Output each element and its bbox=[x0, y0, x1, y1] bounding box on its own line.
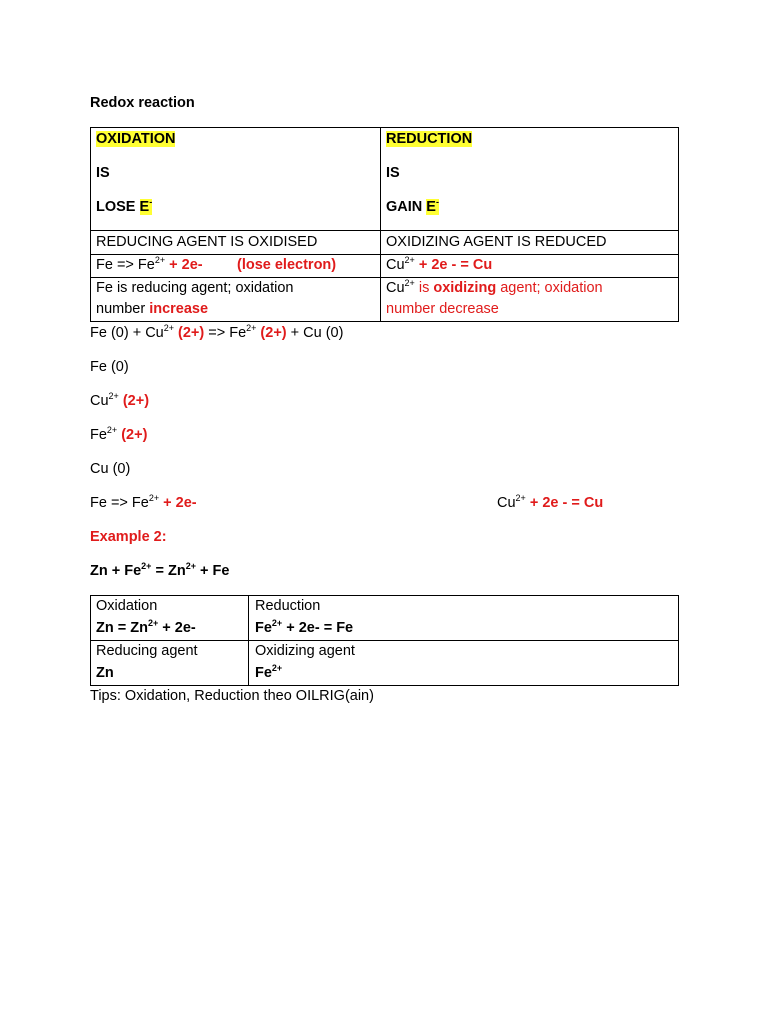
fe-zero-line: Fe (0) bbox=[90, 359, 129, 375]
oxidizing-agent-reduced: OXIDIZING AGENT IS REDUCED bbox=[386, 234, 607, 250]
example-2-heading: Example 2: bbox=[90, 529, 167, 545]
cu-half-reaction: $Cu^{2+} + 2e$ - = Cu bbox=[497, 493, 604, 511]
t2-oxidation-title: Oxidation bbox=[96, 598, 158, 614]
cu-oxidizing-agent-line2: number decrease bbox=[386, 301, 499, 317]
t2-oxidizing-agent-title: Oxidizing agent bbox=[255, 643, 355, 659]
cu-zero-line: Cu (0) bbox=[90, 461, 131, 477]
fe-2plus-line: $Fe^{2+}$ (2+) bbox=[90, 425, 148, 443]
fe-reducing-agent-line1: Fe is reducing agent; oxidation bbox=[96, 280, 294, 296]
fe-reducing-agent-line2: number increase bbox=[96, 301, 209, 317]
redox-table-rule bbox=[90, 277, 679, 278]
fe-oxidation-half: $Fe => Fe^{2+} + 2e-$ bbox=[96, 255, 203, 273]
example-2-table-rule bbox=[90, 640, 679, 641]
redox-table-rule bbox=[90, 230, 679, 231]
oxidation-is: IS bbox=[96, 165, 110, 181]
reduction-gain-e: GAIN E- bbox=[386, 197, 439, 215]
reducing-agent-oxidised: REDUCING AGENT IS OXIDISED bbox=[96, 234, 318, 250]
fe-half-reaction: $Fe => Fe^{2+} + 2e-$ bbox=[90, 493, 197, 511]
cu-reduction-half: $Cu^{2+} + 2e$ - = Cu bbox=[386, 255, 493, 273]
t2-reduction-title: Reduction bbox=[255, 598, 321, 614]
t2-oxidizing-agent-value: $Fe^{2+}$ bbox=[255, 663, 283, 681]
oxidation-lose-e: LOSE E- bbox=[96, 197, 153, 215]
reduction-heading: REDUCTION bbox=[386, 131, 473, 147]
reduction-is: IS bbox=[386, 165, 400, 181]
t2-reduction-eq: $Fe^{2+} + 2e- = Fe$ bbox=[255, 618, 354, 636]
t2-reducing-agent-value: Zn bbox=[96, 665, 114, 681]
t2-reducing-agent-title: Reducing agent bbox=[96, 643, 198, 659]
oxidation-heading: OXIDATION bbox=[96, 131, 176, 147]
lose-electron-note: (lose electron) bbox=[237, 257, 337, 273]
cu-oxidizing-agent-line1: $Cu^{2+}$ is oxidizing agent; oxidation bbox=[386, 278, 603, 296]
page-title: Redox reaction bbox=[90, 95, 195, 111]
main-equation: Fe $(0) + Cu^{2+}$ $(2+) => Fe^{2+}$ (2+) + Cu (0) bbox=[90, 323, 344, 341]
cu-2plus-line: $Cu^{2+}$ (2+) bbox=[90, 391, 150, 409]
t2-oxidation-eq: $Zn = Zn^{2+} + 2e-$ bbox=[96, 618, 196, 636]
tips-line: Tips: Oxidation, Reduction theo OILRIG(ain) bbox=[90, 688, 374, 704]
example-2-equation: $Zn + Fe^{2+} = Zn^{2+} + Fe$ bbox=[90, 561, 230, 579]
redox-table-rule bbox=[90, 254, 679, 255]
redox-table-divider bbox=[380, 127, 381, 322]
